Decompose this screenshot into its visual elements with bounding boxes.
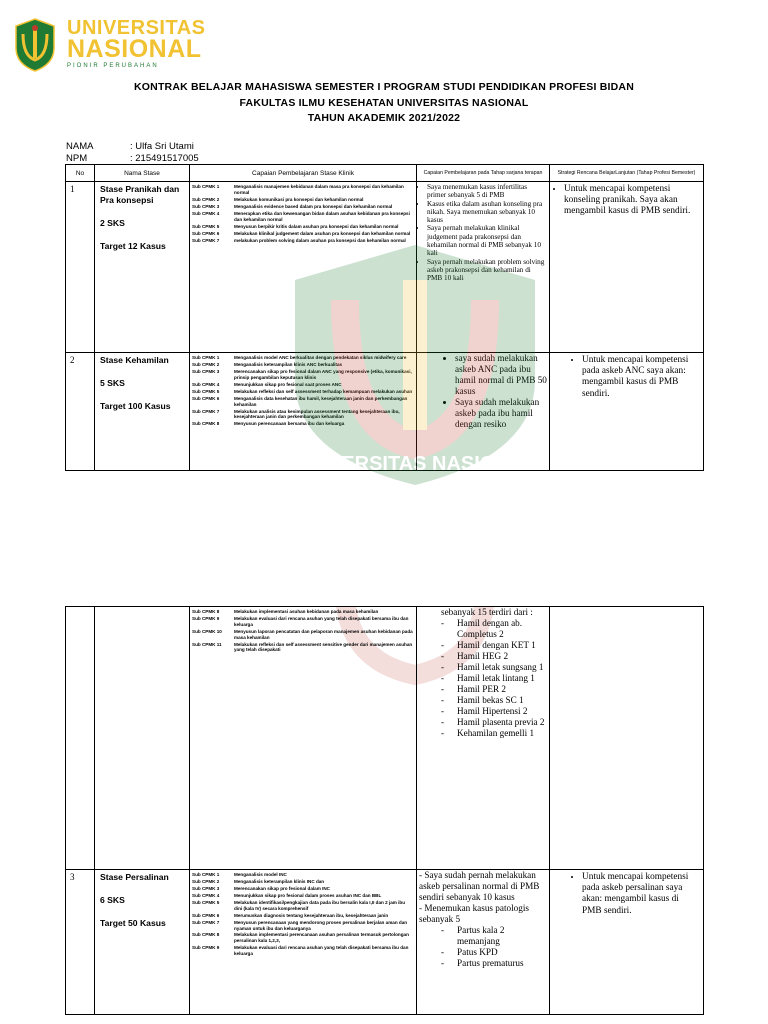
tahap-sarjana-cell bbox=[417, 870, 550, 1015]
list-item: - Patus KPD bbox=[441, 947, 498, 957]
cpmk-text: Menganalisis keterampilan klinis INC dan bbox=[234, 878, 325, 884]
cpmk-text: Menganalisis manajemen kebidanan dalam masa pra konsepsi dan kehamilan normal bbox=[234, 184, 404, 195]
cpmk-code: Sub CPMK 4 bbox=[192, 892, 220, 898]
list-item-text: Hamil Hipertensi 2 bbox=[457, 706, 528, 716]
row-number-empty bbox=[66, 607, 95, 870]
stase-sks: 6 SKS bbox=[100, 895, 125, 905]
cpmk-item bbox=[192, 382, 414, 388]
list-item: • Saya pernah melakukan problem solving askeb prakonsepsi dan kehamilan di PMB 10 kali bbox=[427, 258, 547, 283]
list-item-text: Hamil plasenta previa 2 bbox=[457, 717, 545, 727]
cpmk-text: Menyusun berpikir kritis dalam asuhan pra konsepsi dan kehamilan normal bbox=[234, 223, 399, 229]
list-item: • Saya menemukan kasus infertilitas primer sebanyak 5 di PMB bbox=[427, 183, 547, 200]
cpmk-text: Merumuskan diagnosis tentang kesejahteraan ibu, kesejahteraan janin bbox=[234, 912, 389, 918]
strategi-cell-empty bbox=[550, 607, 704, 870]
stase-cell bbox=[95, 182, 190, 353]
tahap-sarjana-cell bbox=[417, 353, 550, 471]
stase-target: Target 50 Kasus bbox=[100, 918, 166, 928]
cpmk-text: Melakukan refleksi dan self assessment sensitive gender dari manajemen asuhan yang telah disepakati bbox=[234, 641, 413, 653]
document-title-line-2: FAKULTAS ILMU KESEHATAN UNIVERSITAS NASIONAL bbox=[239, 97, 529, 109]
tahap-intro: sebanyak 15 terdiri dari : bbox=[441, 607, 533, 617]
cpmk-code: Sub CPMK 8 bbox=[192, 932, 220, 938]
list-item: • Untuk mencapai kompetensi pada askeb persalinan saya akan: mengambil kasus di PMB sendiri. bbox=[582, 872, 699, 917]
cpmk-item bbox=[192, 886, 414, 892]
cpmk-item bbox=[192, 204, 414, 210]
nama-field bbox=[66, 141, 194, 152]
stase-cell bbox=[95, 870, 190, 1015]
npm-label: NPM bbox=[66, 153, 88, 164]
cpmk-text: Menunjukkan sikap pro fesional saat proses ANC bbox=[234, 381, 342, 387]
table-row bbox=[66, 182, 704, 353]
cpmk-item bbox=[192, 913, 414, 919]
stase-cell bbox=[95, 353, 190, 471]
university-logo bbox=[14, 18, 274, 74]
cpmk-item bbox=[192, 396, 414, 408]
cpmk-code: Sub CPMK 6 bbox=[192, 912, 220, 918]
cpmk-item bbox=[192, 879, 414, 885]
header-capaian-klinik: Capaian Pembelajaran Stase Klinik bbox=[190, 165, 417, 182]
row-number: 2 bbox=[66, 353, 95, 471]
cpmk-item bbox=[192, 421, 414, 427]
list-item-text: Hamil dengan KET 1 bbox=[457, 640, 536, 650]
cpmk-item bbox=[192, 609, 414, 615]
cpmk-item bbox=[192, 872, 414, 878]
stase-sks: 2 SKS bbox=[100, 218, 125, 228]
cpmk-text: Menunjukkan sikap pro fesional dalam proses asuhan INC dan BBL bbox=[234, 892, 382, 898]
cpmk-cell bbox=[190, 870, 417, 1015]
cpmk-code: Sub CPMK 11 bbox=[192, 641, 222, 647]
cpmk-code: Sub CPMK 4 bbox=[192, 381, 220, 387]
cpmk-text: Menyusun laporan pencatatan dan pelaporan manajemen asuhan kebidanan pada masa kehamilan bbox=[234, 628, 413, 640]
strategi-cell bbox=[550, 870, 704, 1015]
cpmk-cell bbox=[190, 182, 417, 353]
cpmk-text: Menyusun perencanaan bersama ibu dan keluarga bbox=[234, 421, 345, 427]
stase-cell-empty bbox=[95, 607, 190, 870]
list-item: - Hamil bekas SC 1 bbox=[441, 695, 524, 705]
cpmk-item bbox=[192, 355, 414, 361]
logo-line-2: NASIONAL bbox=[67, 35, 202, 63]
list-item-text: Hamil letak sungsang 1 bbox=[457, 662, 544, 672]
cpmk-code: Sub CPMK 4 bbox=[192, 210, 220, 216]
logo-line-1: UNIVERSITAS bbox=[67, 17, 206, 39]
cpmk-item bbox=[192, 945, 414, 957]
page-gap bbox=[0, 536, 768, 606]
cpmk-code: Sub CPMK 5 bbox=[192, 899, 220, 905]
cpmk-code: Sub CPMK 1 bbox=[192, 184, 220, 189]
learning-contract-table-continued bbox=[65, 606, 704, 1015]
cpmk-item bbox=[192, 231, 414, 237]
cpmk-code: Sub CPMK 6 bbox=[192, 395, 220, 401]
list-item-text: Hamil bekas SC 1 bbox=[457, 695, 524, 705]
cpmk-item bbox=[192, 932, 414, 944]
cpmk-item bbox=[192, 629, 414, 641]
list-item-text: Kehamilan gemelli 1 bbox=[457, 728, 535, 738]
tahap-line: - Saya sudah pernah melakukan askeb persalinan normal di PMB sendiri sebanyak 10 kasus bbox=[419, 870, 540, 902]
cpmk-code: Sub CPMK 3 bbox=[192, 885, 220, 891]
logo-tagline: PIONIR PERUBAHAN bbox=[67, 63, 159, 69]
cpmk-text: Melakukan klinikal judgement dalam asuhan pra konsepsi dan kehamilan normal bbox=[234, 230, 411, 236]
cpmk-code: Sub CPMK 9 bbox=[192, 945, 220, 951]
cpmk-text: Melakukan evaluasi dari rencana asuhan yang telah disepakati bersama ibu dan keluarga bbox=[234, 615, 409, 627]
cpmk-item bbox=[192, 238, 414, 244]
row-number: 1 bbox=[66, 182, 95, 353]
list-item: • Untuk mencapai kompetensi pada askeb ANC saya akan: mengambil kasus di PMB sendiri. bbox=[582, 355, 699, 400]
watermark-text: UNIVERSITAS NASIONAL bbox=[293, 453, 537, 475]
cpmk-item bbox=[192, 389, 414, 395]
cpmk-text: Menganalisis evidence based dalam pra konsepsi dan kehamilan normal bbox=[234, 203, 393, 209]
cpmk-item bbox=[192, 369, 414, 381]
npm-value: : 215491517005 bbox=[130, 153, 199, 164]
list-item-text: Hamil HEG 2 bbox=[457, 651, 509, 661]
cpmk-code: Sub CPMK 8 bbox=[192, 421, 220, 427]
cpmk-code: Sub CPMK 2 bbox=[192, 878, 220, 884]
stase-name: Stase Pranikah dan Pra konsepsi bbox=[100, 184, 180, 205]
cpmk-item bbox=[192, 211, 414, 223]
cpmk-code: Sub CPMK 7 bbox=[192, 919, 220, 925]
tahap-sarjana-cell bbox=[417, 182, 550, 353]
document-page-2 bbox=[0, 606, 768, 1024]
header-strategi: Strategi Rencana BelajarLanjutan (Tahap Profesi Bemester) bbox=[550, 165, 704, 182]
list-item: - Hamil HEG 2 bbox=[441, 651, 509, 661]
list-item-text: Hamil letak lintang 1 bbox=[457, 673, 535, 683]
cpmk-code: Sub CPMK 3 bbox=[192, 203, 220, 209]
cpmk-text: Menganalisis keterampilan klinis ANC berkualitas bbox=[234, 361, 343, 367]
cpmk-code: Sub CPMK 7 bbox=[192, 237, 220, 243]
cpmk-code: Sub CPMK 6 bbox=[192, 230, 220, 236]
cpmk-code: Sub CPMK 7 bbox=[192, 408, 220, 414]
list-item: - Partus kala 2 memanjang bbox=[441, 925, 547, 947]
header-no: No bbox=[66, 165, 95, 182]
table-row bbox=[66, 353, 704, 471]
header-capaian-sarjana: Capaian Pembelajaran pada Tahap sarjana terapan bbox=[417, 165, 550, 182]
list-item-text: Hamil PER 2 bbox=[457, 684, 507, 694]
list-item-text: Partus kala 2 memanjang bbox=[457, 925, 505, 946]
header-nama-stase: Nama Stase bbox=[95, 165, 190, 182]
cpmk-code: Sub CPMK 10 bbox=[192, 628, 222, 634]
cpmk-text: Melakukan analisis atau kesimpulan assessment tentang kesejahteraan ibu, kesejahteraan janin dan perkembangan kehamilan bbox=[234, 408, 400, 420]
stase-target: Target 12 Kasus bbox=[100, 241, 166, 251]
cpmk-code: Sub CPMK 2 bbox=[192, 196, 220, 202]
cpmk-item bbox=[192, 616, 414, 628]
cpmk-code: Sub CPMK 1 bbox=[192, 872, 220, 877]
cpmk-text: Melakukan implementasi perencanaan asuhan persalinan termasuk pertolongan persalinan kala 1,2,3, bbox=[234, 932, 409, 944]
cpmk-text: Melakukan evaluasi dari rencana asuhan yang telah disepakati bersama ibu dan keluarga bbox=[234, 945, 409, 957]
list-item: - Hamil letak lintang 1 bbox=[441, 673, 535, 683]
cpmk-item bbox=[192, 362, 414, 368]
cpmk-code: Sub CPMK 9 bbox=[192, 615, 220, 621]
cpmk-code: Sub CPMK 3 bbox=[192, 368, 220, 374]
cpmk-text: Menerapkan etika dan kewenangan bidan dalam asuhan kebidanan pra konsepsi dan kehamilan normal bbox=[234, 210, 410, 222]
list-item-text: Patus KPD bbox=[457, 947, 498, 957]
list-item: - Hamil dengan ab. Completus 2 bbox=[441, 618, 547, 640]
university-shield-icon bbox=[14, 18, 56, 72]
cpmk-item bbox=[192, 920, 414, 932]
document-title-line-1: KONTRAK BELAJAR MAHASISWA SEMESTER I PROGRAM STUDI PENDIDIKAN PROFESI BIDAN bbox=[134, 81, 634, 93]
list-item: - Hamil dengan KET 1 bbox=[441, 640, 536, 650]
strategi-cell bbox=[550, 182, 704, 353]
list-item: • saya sudah melakukan askeb ANC pada ibu hamil normal di PMB 50 kasus bbox=[455, 353, 547, 397]
cpmk-text: Melakukan identifikasi/pengkajian data pada ibu bersalin kala I,II dan 2 jam ibu dini (kala IV) secara komprehensif bbox=[234, 899, 406, 911]
table-row bbox=[66, 870, 704, 1015]
list-item-text: Hamil dengan ab. Completus 2 bbox=[457, 618, 523, 639]
cpmk-item bbox=[192, 184, 414, 196]
list-item: - Hamil Hipertensi 2 bbox=[441, 706, 528, 716]
list-item: - Hamil letak sungsang 1 bbox=[441, 662, 544, 672]
stase-sks: 5 SKS bbox=[100, 378, 125, 388]
nama-value: : Ulfa Sri Utami bbox=[130, 141, 194, 152]
list-item: • Untuk mencapai kompetensi konseling pranikah. Saya akan mengambil kasus di PMB sendiri. bbox=[564, 184, 699, 218]
stase-name: Stase Kehamilan bbox=[100, 355, 169, 365]
cpmk-text: Melakukan implementasi asuhan kebidanan pada masa kehamilan bbox=[234, 609, 379, 614]
learning-contract-table bbox=[65, 164, 704, 471]
cpmk-text: Merencanakan sikap pro fesional dalam INC bbox=[234, 885, 330, 891]
cpmk-item bbox=[192, 197, 414, 203]
cpmk-text: Merencanakan sikap pro fesional dalam ANC yang responsive (etika, komunikasi, prinsip pengambilan keputusan klinis bbox=[234, 368, 412, 380]
strategi-cell bbox=[550, 353, 704, 471]
tahap-line: - Menemukan kasus patologis sebanyak 5 bbox=[419, 903, 529, 924]
npm-field bbox=[66, 153, 199, 164]
list-item: • Kasus etika dalam asuhan konseling pra nikah. Saya menemukan sebanyak 10 kasus bbox=[427, 200, 547, 225]
cpmk-text: Melakukan komunikasi pra konsepsi dan kehamilan normal bbox=[234, 196, 364, 202]
document-title-line-3: TAHUN AKADEMIK 2021/2022 bbox=[307, 112, 461, 124]
table-row bbox=[66, 607, 704, 870]
cpmk-text: Melakukan refleksi dan self assessment terhadap kemampuan melakukan asuhan bbox=[234, 388, 413, 394]
cpmk-text: Menganalisis model ANC berkualitas dengan pendekatan siklus midwifery care bbox=[234, 355, 407, 360]
stase-target: Target 100 Kasus bbox=[100, 401, 171, 411]
stase-name: Stase Persalinan bbox=[100, 872, 169, 882]
cpmk-code: Sub CPMK 5 bbox=[192, 388, 220, 394]
nama-label: NAMA bbox=[66, 141, 94, 152]
row-number: 3 bbox=[66, 870, 95, 1015]
list-item: • Saya sudah melakukan askeb pada ibu hamil dengan resiko bbox=[455, 397, 547, 430]
cpmk-cell bbox=[190, 607, 417, 870]
list-item: • Saya pernah melakukan klinikal judgement pada prakonsepsi dan kehamilan normal di PMB sebanyak 10 kali bbox=[427, 224, 547, 257]
table-header-row bbox=[66, 165, 704, 182]
list-item: - Partus prematurus bbox=[441, 958, 524, 968]
list-item-text: Partus prematurus bbox=[457, 958, 524, 968]
cpmk-code: Sub CPMK 1 bbox=[192, 355, 220, 360]
cpmk-item bbox=[192, 900, 414, 912]
cpmk-code: Sub CPMK 8 bbox=[192, 609, 220, 614]
list-item: - Hamil plasenta previa 2 bbox=[441, 717, 545, 727]
cpmk-item bbox=[192, 642, 414, 654]
cpmk-item bbox=[192, 409, 414, 421]
cpmk-text: Menganalisis model INC bbox=[234, 872, 287, 877]
cpmk-text: melakukan problem solving dalam asuhan pra konsepsi dan kehamilan normal bbox=[234, 237, 406, 243]
cpmk-text: Menganalisis data kesehatan ibu hamil, kesejahteraan janin dan perkembangan kehamilan bbox=[234, 395, 408, 407]
list-item: - Hamil PER 2 bbox=[441, 684, 507, 694]
cpmk-item bbox=[192, 893, 414, 899]
cpmk-code: Sub CPMK 2 bbox=[192, 361, 220, 367]
cpmk-cell bbox=[190, 353, 417, 471]
cpmk-item bbox=[192, 224, 414, 230]
list-item: - Kehamilan gemelli 1 bbox=[441, 728, 535, 738]
cpmk-code: Sub CPMK 5 bbox=[192, 223, 220, 229]
cpmk-text: Menyusun perencanaan yang mendorong proses persalinan berjalan aman dan nyaman untuk ibu dan keluarganya bbox=[234, 919, 408, 931]
tahap-sarjana-cell bbox=[417, 607, 550, 870]
